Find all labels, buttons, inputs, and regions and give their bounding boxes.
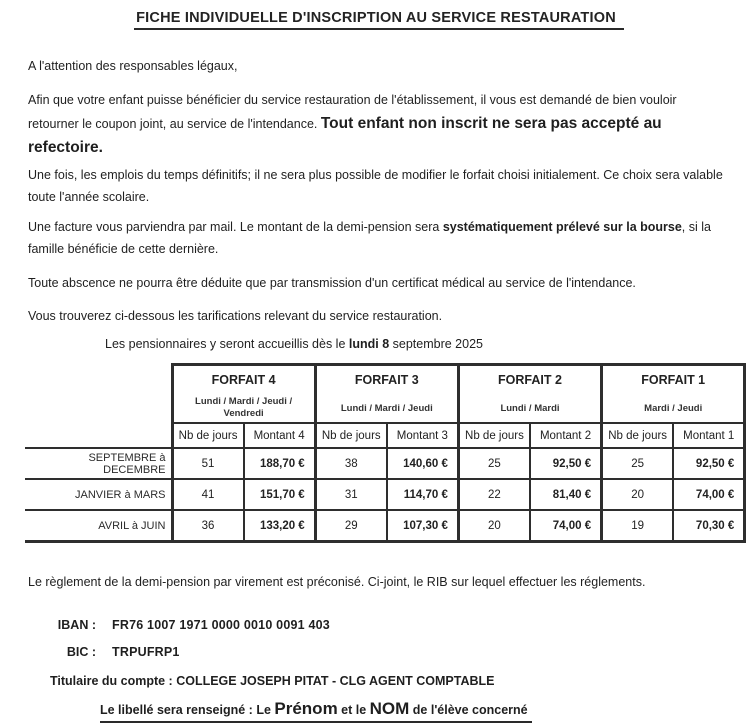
libelle-part3: de l'élève concerné bbox=[409, 703, 528, 717]
iban-label: IBAN : bbox=[57, 618, 96, 632]
account-holder-label: Titulaire du compte : bbox=[50, 674, 173, 688]
forfait-2-name: FORFAIT 2 bbox=[498, 373, 562, 387]
opening-date-text1: Les pensionnaires y seront accueillis dès le bbox=[105, 337, 349, 351]
libelle-nom: NOM bbox=[369, 699, 410, 718]
nb-jours-cell: 25 bbox=[458, 448, 530, 479]
montant-cell: 107,30 € bbox=[387, 510, 459, 542]
nb-jours-cell: 38 bbox=[315, 448, 387, 479]
title-row bbox=[28, 10, 730, 30]
nb-jours-cell: 19 bbox=[602, 510, 674, 542]
paragraph-facture-emphasis: systématiquement prélevé sur la bourse bbox=[442, 220, 682, 234]
table-row bbox=[25, 448, 745, 479]
forfait-2-header bbox=[458, 365, 601, 424]
row-label: SEPTEMBRE à DECEMBRE bbox=[25, 448, 172, 479]
account-holder-line bbox=[50, 673, 730, 690]
paragraph-facture-text2: , si la famille bénéficie de cette dernière. bbox=[28, 220, 711, 256]
paragraph-forfait-choice: Une fois, les emplois du temps définitifs; il ne sera plus possible de modifier le forfait choisi initialement. Ce choix sera valable toute l'année scolaire. bbox=[28, 168, 723, 204]
montant-cell: 151,70 € bbox=[244, 479, 316, 510]
montant-cell: 188,70 € bbox=[244, 448, 316, 479]
paragraph-absence: Toute abscence ne pourra être déduite que par transmission d'un certificat médical au service de l'intendance. bbox=[28, 276, 636, 290]
forfait-4-days: Lundi / Mardi / Jeudi / Vendredi bbox=[195, 396, 293, 419]
subheader-cell: Montant 1 bbox=[673, 423, 745, 448]
salutation-line: A l'attention des responsables légaux, bbox=[28, 59, 238, 73]
nb-jours-cell: 25 bbox=[602, 448, 674, 479]
montant-cell: 140,60 € bbox=[387, 448, 459, 479]
forfait-3-days: Lundi / Mardi / Jeudi bbox=[340, 403, 433, 414]
forfait-1-days: Mardi / Jeudi bbox=[644, 403, 703, 414]
subheader-cell: Nb de jours bbox=[602, 423, 674, 448]
nb-jours-cell: 41 bbox=[172, 479, 244, 510]
paragraph-facture-text1: Une facture vous parviendra par mail. Le montant de la demi-pension sera bbox=[28, 220, 443, 234]
forfait-1-name: FORFAIT 1 bbox=[641, 373, 706, 387]
forfait-3-name: FORFAIT 3 bbox=[354, 373, 419, 387]
nb-jours-cell: 22 bbox=[458, 479, 530, 510]
table-header-groups bbox=[25, 365, 745, 424]
row-label: AVRIL à JUIN bbox=[25, 510, 172, 542]
montant-cell: 81,40 € bbox=[530, 479, 602, 510]
table-subheader-row bbox=[25, 423, 745, 448]
forfait-4-header bbox=[172, 365, 315, 424]
montant-cell: 74,00 € bbox=[673, 479, 745, 510]
montant-cell: 92,50 € bbox=[673, 448, 745, 479]
nb-jours-cell: 51 bbox=[172, 448, 244, 479]
subheader-spacer bbox=[25, 423, 172, 448]
bic-label: BIC : bbox=[66, 645, 96, 659]
subheader-cell: Nb de jours bbox=[172, 423, 244, 448]
account-holder-value: COLLEGE JOSEPH PITAT - CLG AGENT COMPTABLE bbox=[176, 674, 495, 688]
nb-jours-cell: 36 bbox=[172, 510, 244, 542]
nb-jours-cell: 20 bbox=[602, 479, 674, 510]
subheader-cell: Montant 2 bbox=[530, 423, 602, 448]
nb-jours-cell: 31 bbox=[315, 479, 387, 510]
header-spacer bbox=[25, 365, 172, 424]
forfait-4-name: FORFAIT 4 bbox=[211, 373, 276, 387]
paragraph-inscription bbox=[28, 88, 730, 160]
libelle-text bbox=[100, 699, 532, 723]
libelle-part1: Le libellé sera renseigné : Le bbox=[100, 703, 275, 717]
nb-jours-cell: 29 bbox=[315, 510, 387, 542]
montant-cell: 133,20 € bbox=[244, 510, 316, 542]
forfait-1-header bbox=[602, 365, 745, 424]
paragraph-tarifications: Vous trouverez ci-dessous les tarifications relevant du service restauration. bbox=[28, 309, 443, 323]
montant-cell: 74,00 € bbox=[530, 510, 602, 542]
subheader-cell: Montant 4 bbox=[244, 423, 316, 448]
table-row bbox=[25, 479, 745, 510]
pricing-table bbox=[25, 363, 746, 543]
bic-row bbox=[30, 644, 730, 661]
montant-cell: 70,30 € bbox=[673, 510, 745, 542]
libelle-prenom: Prénom bbox=[274, 699, 338, 718]
bic-value: TRPUFRP1 bbox=[112, 645, 180, 659]
row-label: JANVIER à MARS bbox=[25, 479, 172, 510]
opening-date-emphasis: lundi 8 bbox=[348, 337, 390, 351]
iban-value: FR76 1007 1971 0000 0010 0091 403 bbox=[112, 618, 330, 632]
montant-cell: 114,70 € bbox=[387, 479, 459, 510]
opening-date-line bbox=[105, 335, 730, 353]
paragraph-facture bbox=[28, 216, 730, 260]
forfait-2-days: Lundi / Mardi bbox=[500, 403, 560, 414]
paragraph-inscription-text: Afin que votre enfant puisse bénéficier du service restauration de l'établissement, il vous est demandé de bien vouloir retourner le coupon joint, au service de l'intendance. bbox=[28, 93, 677, 131]
iban-row bbox=[30, 617, 730, 634]
paragraph-inscription-emphasis: Tout enfant non inscrit ne sera pas accepté au refectoire. bbox=[28, 115, 662, 156]
payment-intro: Le règlement de la demi-pension par virement est préconisé. Ci-joint, le RIB sur lequel effectuer les réglements. bbox=[28, 575, 646, 589]
page-title: FICHE INDIVIDUELLE D'INSCRIPTION AU SERVICE RESTAURATION bbox=[134, 10, 624, 30]
opening-date-text2: septembre 2025 bbox=[389, 337, 483, 351]
libelle-part2: et le bbox=[337, 703, 370, 717]
subheader-cell: Nb de jours bbox=[458, 423, 530, 448]
libelle-line bbox=[100, 699, 730, 723]
nb-jours-cell: 20 bbox=[458, 510, 530, 542]
subheader-cell: Montant 3 bbox=[387, 423, 459, 448]
subheader-cell: Nb de jours bbox=[315, 423, 387, 448]
table-row bbox=[25, 510, 745, 542]
forfait-3-header bbox=[315, 365, 458, 424]
montant-cell: 92,50 € bbox=[530, 448, 602, 479]
